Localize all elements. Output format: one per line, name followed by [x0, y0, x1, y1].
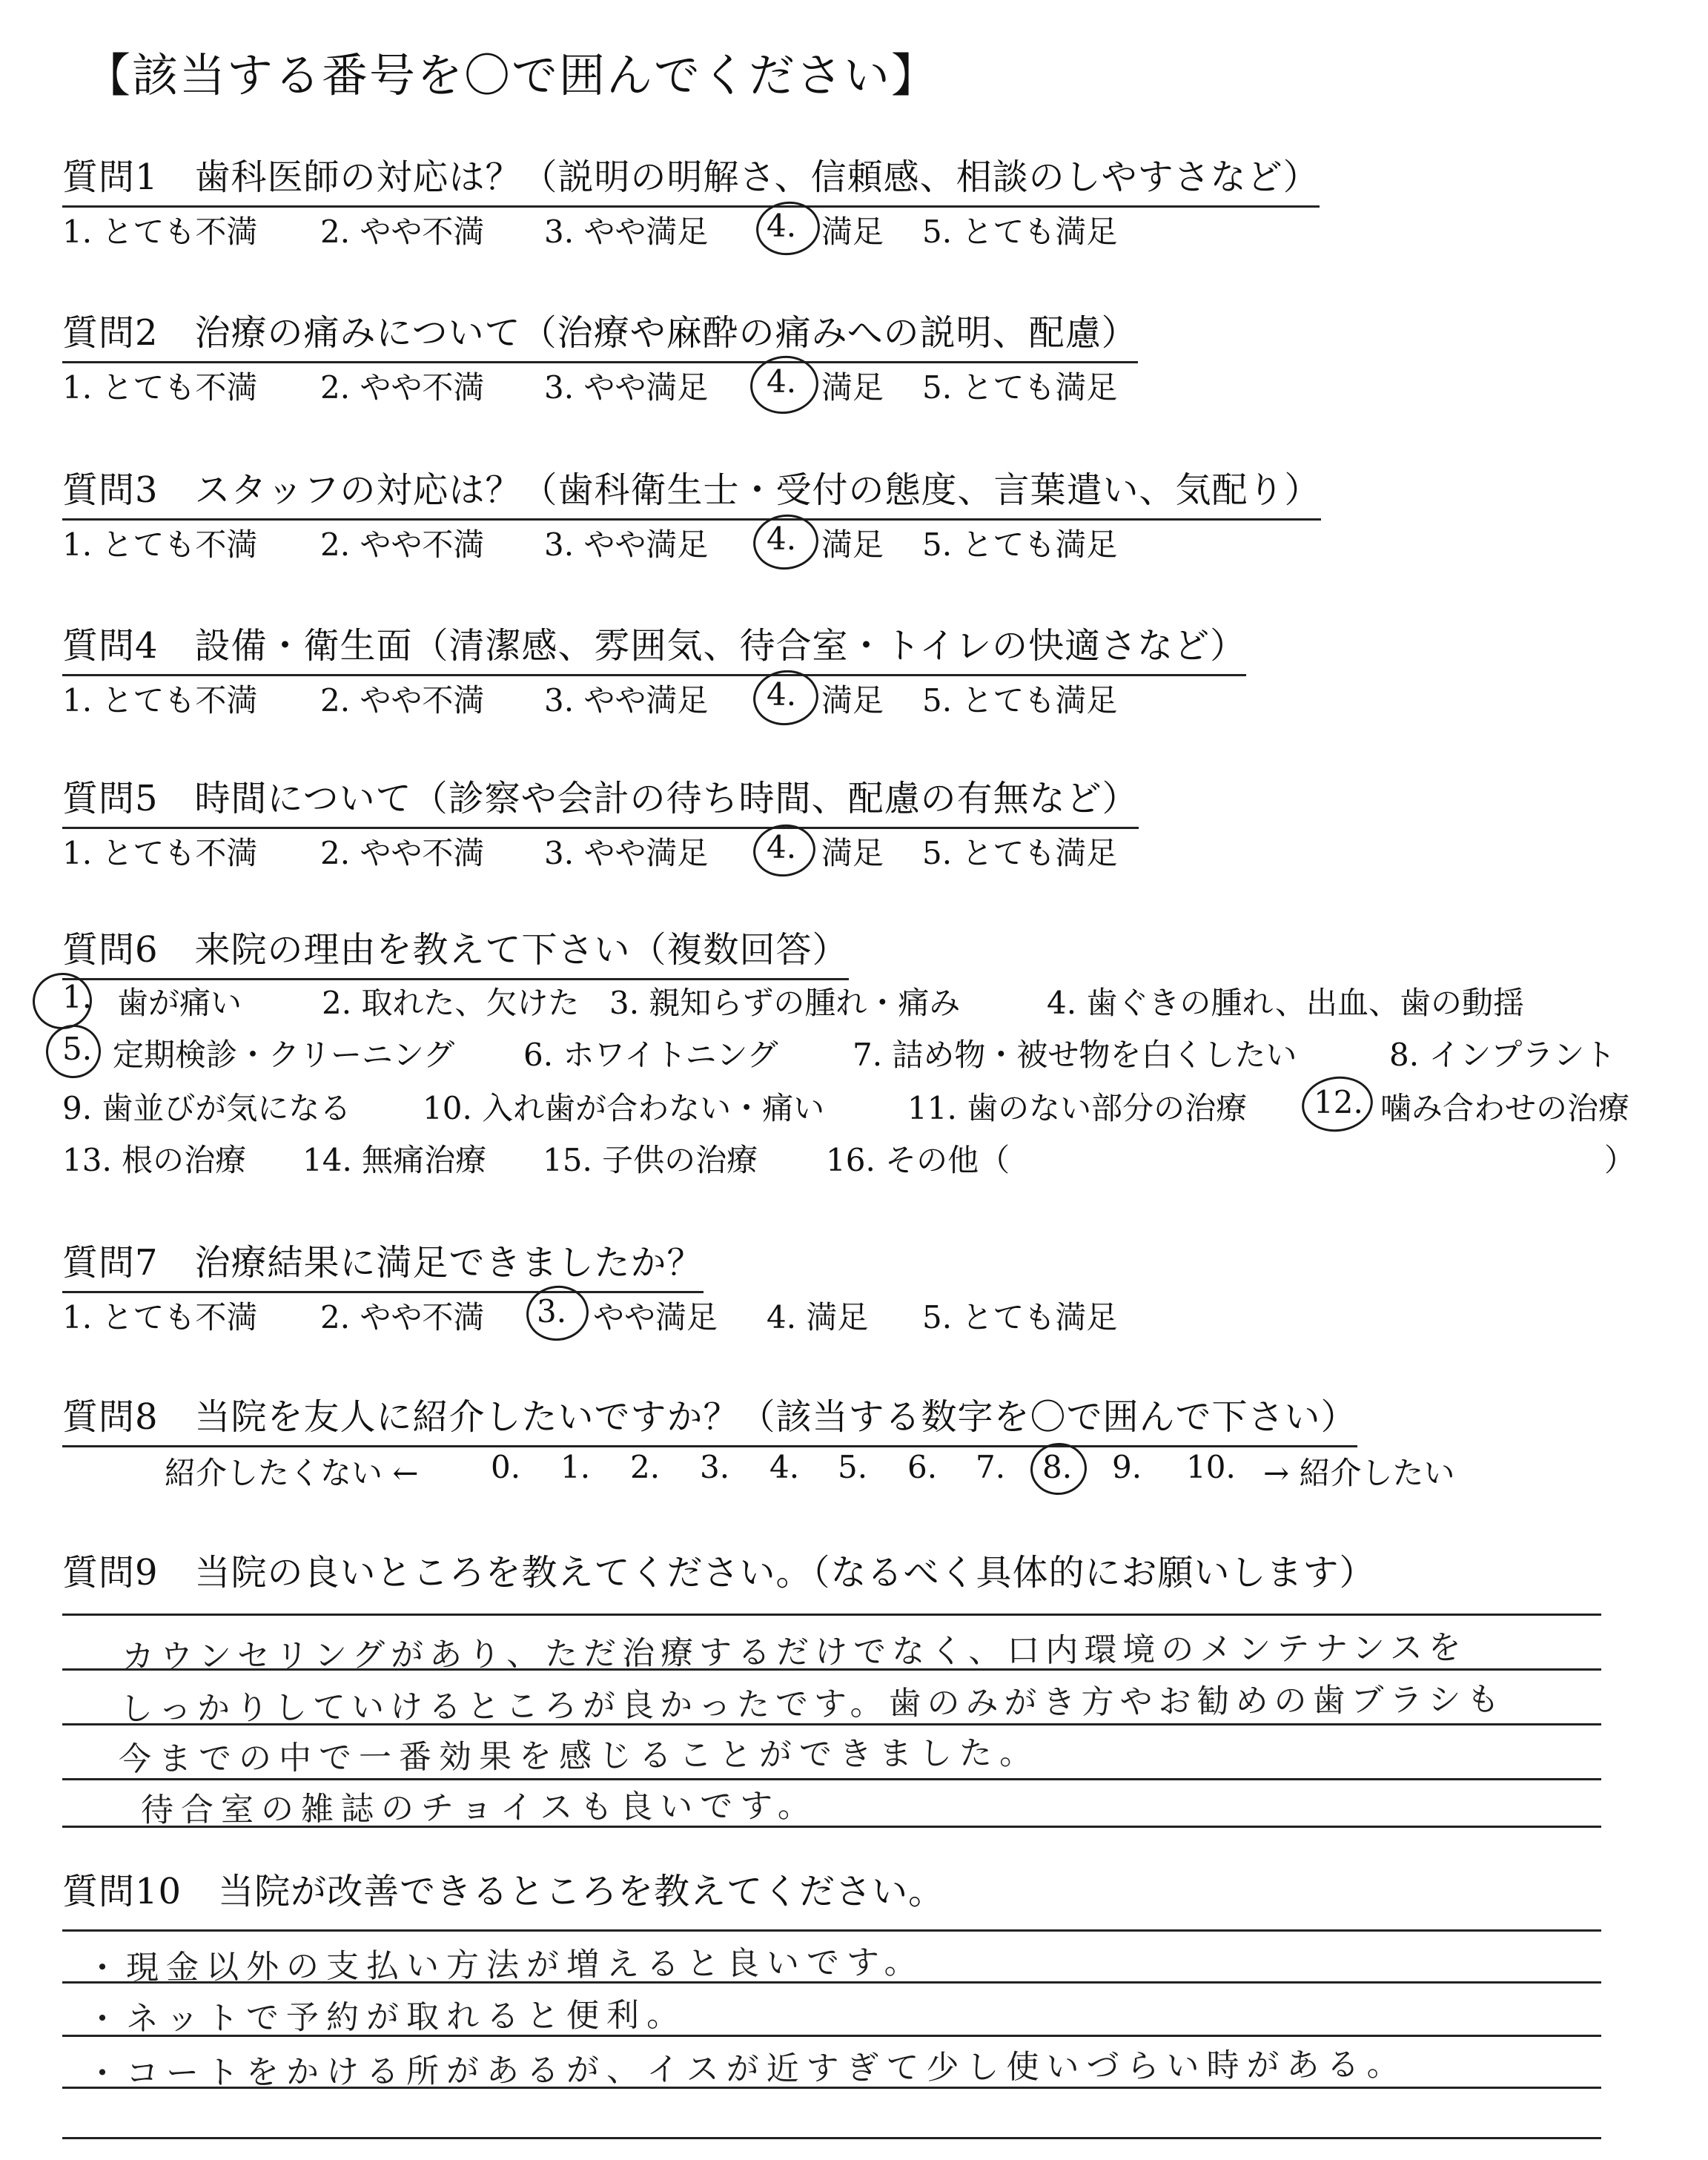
q6-option-2[interactable]: 2. 取れた、欠けた [322, 985, 580, 1021]
q5-option-5[interactable]: 5. とても満足 [922, 835, 1118, 871]
q1-option-4-label: 満足 [821, 214, 884, 250]
q2-option-5[interactable]: 5. とても満足 [922, 369, 1118, 406]
q8-number-9[interactable]: 9. [1112, 1449, 1142, 1485]
q8-number-1[interactable]: 1. [560, 1449, 591, 1485]
q3-option-5[interactable]: 5. とても満足 [922, 526, 1118, 563]
form-title: 【該当する番号を〇で囲んでください】 [85, 48, 939, 102]
q2-option-4-label: 満足 [821, 369, 884, 406]
q3-option-3[interactable]: 3. やや満足 [544, 526, 709, 563]
q6-option-5-label: 定期検診・クリーニング [113, 1037, 455, 1073]
q6-option-6[interactable]: 6. ホワイトニング [523, 1037, 778, 1073]
q2-heading: 質問2 治療の痛みについて（治療や麻酔の痛みへの説明、配慮） [62, 304, 1138, 363]
q6-option-13[interactable]: 13. 根の治療 [62, 1142, 247, 1178]
q8-number-0[interactable]: 0. [491, 1449, 521, 1485]
q7-option-3[interactable]: 3. [537, 1293, 567, 1330]
q1-option-2[interactable]: 2. やや不満 [320, 214, 485, 250]
q5-selection-circle [750, 820, 819, 880]
q3-option-4[interactable]: 4. [767, 521, 797, 557]
q6-option-4[interactable]: 4. 歯ぐきの腫れ、出血、歯の動揺 [1047, 985, 1524, 1021]
q8-high-label: → 紹介したい [1263, 1455, 1455, 1491]
q7-option-3-label: やや満足 [593, 1299, 718, 1335]
q1-option-1[interactable]: 1. とても不満 [62, 214, 258, 250]
q4-option-4[interactable]: 4. [767, 676, 797, 713]
q3-option-2[interactable]: 2. やや不満 [320, 526, 485, 563]
q8-number-10[interactable]: 10. [1186, 1449, 1236, 1485]
q6-option-9[interactable]: 9. 歯並びが気になる [62, 1090, 351, 1126]
q10-answer-line-2[interactable]: ・ネットで予約が取れると便利。 [85, 1996, 687, 2038]
q1-option-4[interactable]: 4. [767, 208, 797, 244]
q10-answer-line-3[interactable]: ・コートをかける所があるが、イスが近すぎて少し使いづらい時がある。 [85, 2045, 1407, 2093]
q2-option-1[interactable]: 1. とても不満 [62, 369, 258, 406]
q9-line-1 [62, 1614, 1601, 1616]
q6-option-12-label: 噛み合わせの治療 [1380, 1090, 1630, 1126]
q7-heading: 質問7 治療結果に満足できましたか？ [62, 1234, 704, 1293]
q6-selection-circle-5 [42, 1021, 104, 1082]
q4-option-4-label: 満足 [821, 682, 884, 719]
q10-heading: 質問10 当院が改善できるところを教えてください。 [62, 1871, 945, 1912]
q6-option-7[interactable]: 7. 詰め物・被せ物を白くしたい [853, 1037, 1297, 1073]
q7-option-1[interactable]: 1. とても不満 [62, 1299, 258, 1335]
q10-line-1 [62, 1929, 1601, 1932]
q10-line-5 [62, 2137, 1601, 2139]
q6-option-10[interactable]: 10. 入れ歯が合わない・痛い [423, 1090, 825, 1126]
q5-option-2[interactable]: 2. やや不満 [320, 835, 485, 871]
q6-option-11[interactable]: 11. 歯のない部分の治療 [907, 1090, 1248, 1126]
q6-option-16-close: ） [1604, 1142, 1636, 1178]
q5-option-4[interactable]: 4. [767, 829, 797, 865]
q1-heading: 質問1 歯科医師の対応は？（説明の明解さ、信頼感、相談のしやすさなど） [62, 148, 1320, 208]
q4-heading: 質問4 設備・衛生面（清潔感、雰囲気、待合室・トイレの快適さなど） [62, 617, 1246, 676]
q4-option-3[interactable]: 3. やや満足 [544, 682, 709, 719]
q6-option-3[interactable]: 3. 親知らずの腫れ・痛み [609, 985, 961, 1021]
q3-option-4-label: 満足 [821, 526, 884, 563]
q8-number-8[interactable]: 8. [1042, 1449, 1073, 1485]
q5-option-1[interactable]: 1. とても不満 [62, 835, 258, 871]
q8-number-5[interactable]: 5. [838, 1449, 868, 1485]
q2-option-2[interactable]: 2. やや不満 [320, 369, 485, 406]
q4-option-2[interactable]: 2. やや不満 [320, 682, 485, 719]
q9-answer-line-1[interactable]: カウンセリングがあり、ただ治療するだけでなく、口内環境のメンテナンスを [121, 1628, 1467, 1677]
q6-option-1[interactable]: 1. [62, 979, 93, 1015]
q8-number-2[interactable]: 2. [630, 1449, 661, 1485]
q1-option-3[interactable]: 3. やや満足 [544, 214, 709, 250]
q6-option-8[interactable]: 8. インプラント [1389, 1037, 1616, 1073]
q4-option-5[interactable]: 5. とても満足 [922, 682, 1118, 719]
q7-option-4[interactable]: 4. 満足 [767, 1299, 869, 1335]
q6-option-1-label: 歯が痛い [117, 985, 242, 1021]
q1-option-5[interactable]: 5. とても満足 [922, 214, 1118, 250]
q6-heading: 質問6 来院の理由を教えて下さい（複数回答） [62, 921, 849, 980]
q9-answer-line-2[interactable]: しっかりしていけるところが良かったです。歯のみがき方やお勧めの歯ブラシも [119, 1680, 1506, 1728]
q8-number-6[interactable]: 6. [907, 1449, 938, 1485]
q9-answer-line-4[interactable]: 待合室の雑誌のチョイスも良いです。 [140, 1786, 818, 1830]
q6-option-16[interactable]: 16. その他（ [826, 1142, 1010, 1178]
q4-option-1[interactable]: 1. とても不満 [62, 682, 258, 719]
q6-option-14[interactable]: 14. 無痛治療 [302, 1142, 487, 1178]
q3-option-1[interactable]: 1. とても不満 [62, 526, 258, 563]
q8-number-3[interactable]: 3. [700, 1449, 730, 1485]
q7-option-5[interactable]: 5. とても満足 [922, 1299, 1118, 1335]
q5-option-4-label: 満足 [821, 835, 884, 871]
q6-selection-circle-12 [1298, 1072, 1376, 1137]
q6-option-12[interactable]: 12. [1314, 1084, 1363, 1120]
q5-option-3[interactable]: 3. やや満足 [544, 835, 709, 871]
q9-heading: 質問9 当院の良いところを教えてください。（なるべく具体的にお願いします） [62, 1552, 1376, 1593]
q5-heading: 質問5 時間について（診察や会計の待ち時間、配慮の有無など） [62, 770, 1139, 829]
q8-heading: 質問8 当院を友人に紹介したいですか？（該当する数字を〇で囲んで下さい） [62, 1388, 1357, 1447]
q7-option-2[interactable]: 2. やや不満 [320, 1299, 485, 1335]
q8-number-7[interactable]: 7. [976, 1449, 1006, 1485]
q8-selection-circle [1027, 1439, 1090, 1499]
q8-number-4[interactable]: 4. [769, 1449, 800, 1485]
q3-heading: 質問3 スタッフの対応は？（歯科衛生士・受付の態度、言葉遣い、気配り） [62, 461, 1321, 521]
q2-option-3[interactable]: 3. やや満足 [544, 369, 709, 406]
q10-answer-line-1[interactable]: ・現金以外の支払い方法が増えると良いです。 [85, 1943, 924, 1987]
q6-option-15[interactable]: 15. 子供の治療 [543, 1142, 758, 1178]
q9-answer-line-3[interactable]: 今までの中で一番効果を感じることができました。 [118, 1734, 1040, 1779]
q2-option-4[interactable]: 4. [767, 363, 797, 400]
q8-low-label: 紹介したくない ← [165, 1455, 419, 1491]
q6-option-5[interactable]: 5. [62, 1031, 93, 1067]
